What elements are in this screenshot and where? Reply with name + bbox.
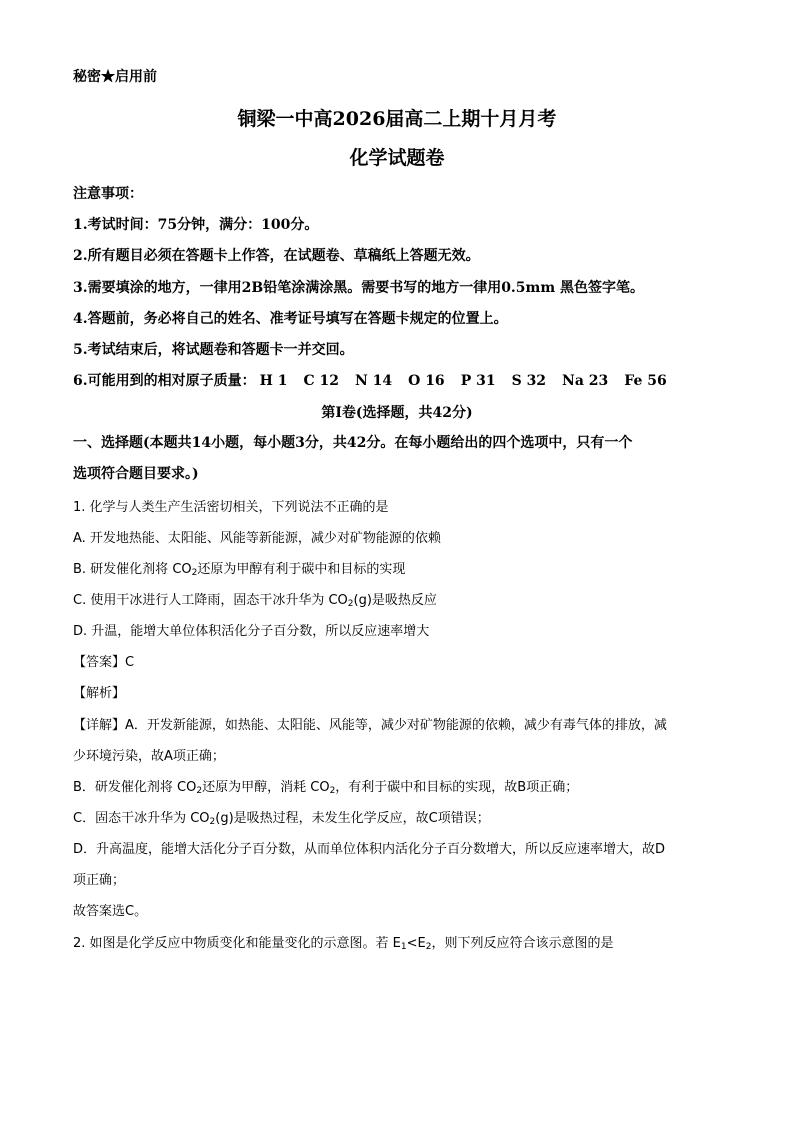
q1-stem: 1. 化学与人类生产生活密切相关，下列说法不正确的是 xyxy=(73,500,389,515)
atom-mass: S 32 xyxy=(511,373,547,389)
section-title: 第Ⅰ卷(选择题，共42分) xyxy=(321,405,473,421)
q1-detail-d-line2: 项正确； xyxy=(73,873,126,888)
atom-mass: O 16 xyxy=(408,373,445,389)
notes-heading: 注意事项： xyxy=(73,186,143,202)
q1-answer: 【答案】C xyxy=(73,655,135,670)
atom-mass: H 1 xyxy=(259,373,288,389)
atom-mass: C 12 xyxy=(303,373,339,389)
atom-mass: Fe 56 xyxy=(624,373,667,389)
section-instruction-line2: 选项符合题目要求。) xyxy=(73,466,199,482)
q1-detail-c: C．固态干冰升华为 $CO_2(g)$是吸热过程，未发生化学反应，故C项错误； xyxy=(73,811,490,827)
q1-option-d: D. 升温，能增大单位体积活化分子百分数，所以反应速率增大 xyxy=(73,624,430,639)
note-item-atomic-masses xyxy=(73,370,683,390)
exam-title: 铜梁一中高2026届高二上期十月月考 xyxy=(237,108,557,130)
q1-analysis-label: 【解析】 xyxy=(73,686,126,701)
note-item-3: 3.需要填涂的地方，一律用2B铅笔涂满涂黑。需要书写的地方一律用0.5mm 黑色签字笔。 xyxy=(73,280,645,296)
atom-mass: P 31 xyxy=(460,373,496,389)
atom-mass: Na 23 xyxy=(562,373,609,389)
q1-detail-b: B．研发催化剂将 $CO_2$还原为甲醇，消耗 $CO_2$，有利于碳中和目标的实现，故B项正确； xyxy=(73,780,579,796)
atoms-prefix: 6.可能用到的相对原子质量： xyxy=(73,373,256,389)
q1-conclusion: 故答案选C。 xyxy=(73,904,148,919)
note-item-4: 4.答题前，务必将自己的姓名、准考证号填写在答题卡规定的位置上。 xyxy=(73,311,508,327)
note-item-1: 1.考试时间：75分钟，满分：100分。 xyxy=(73,217,319,233)
secret-label: 秘密★启用前 xyxy=(73,69,157,85)
q1-option-a: A. 开发地热能、太阳能、风能等新能源，减少对矿物能源的依赖 xyxy=(73,531,441,546)
exam-subtitle: 化学试题卷 xyxy=(349,147,445,169)
note-item-5: 5.考试结束后，将试题卷和答题卡一并交回。 xyxy=(73,342,354,358)
q1-detail-a-line1: 【详解】A．开发新能源，如热能、太阳能、风能等，减少对矿物能源的依赖，减少有毒气体的排放，减 xyxy=(73,718,667,733)
q1-detail-a-line2: 少环境污染，故A项正确； xyxy=(73,749,225,764)
q1-detail-d-line1: D．升高温度，能增大活化分子百分数，从而单位体积内活化分子百分数增大，所以反应速率增大，故D xyxy=(73,842,666,857)
note-item-2: 2.所有题目必须在答题卡上作答，在试题卷、草稿纸上答题无效。 xyxy=(73,248,480,264)
q1-option-c: C. 使用干冰进行人工降雨，固态干冰升华为 $CO_2(g)$是吸热反应 xyxy=(73,593,437,609)
atom-mass: N 14 xyxy=(354,373,393,389)
q2-stem: 2. 如图是化学反应中物质变化和能量变化的示意图。若 $E_1<E_2$，则下列反应符合该示意图的是 xyxy=(73,936,614,952)
q1-option-b: B. 研发催化剂将 $CO_2$还原为甲醇有利于碳中和目标的实现 xyxy=(73,562,406,578)
section-instruction-line1: 一、选择题(本题共14小题，每小题3分，共42分。在每小题给出的四个选项中，只有一个 xyxy=(73,435,633,451)
